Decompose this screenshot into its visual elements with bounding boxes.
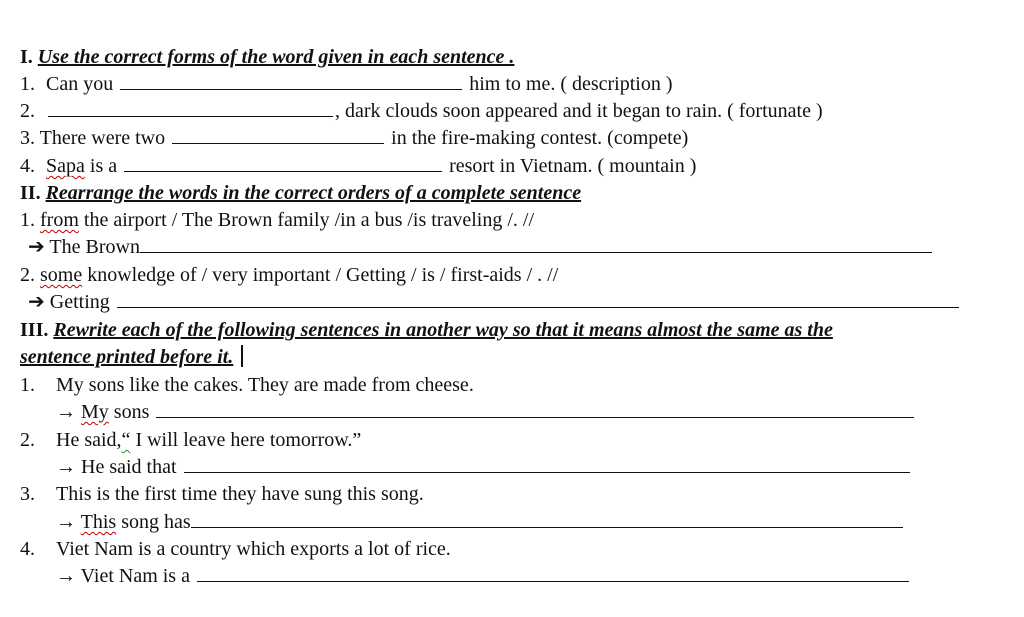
section-3-heading-cont (20, 344, 243, 370)
exercise-2-answer-1 (28, 234, 934, 260)
arrow-icon: → (56, 456, 76, 478)
grammar-mark: “ (121, 429, 131, 451)
exercise-3-item-2 (20, 427, 361, 453)
answer-start: song has (121, 511, 191, 533)
original-sentence: My sons like the cakes. They are made from cheese. (56, 374, 474, 396)
item-number: 1. (20, 209, 35, 231)
original-sentence-part: He said, (56, 429, 122, 451)
exercise-2-answer-2 (28, 289, 961, 315)
answer-blank[interactable] (140, 234, 932, 253)
arrow-icon: → (56, 565, 76, 587)
spellcheck-word: My (81, 401, 109, 423)
item-number: 3. (20, 127, 35, 149)
item-text-before: is a (89, 155, 118, 177)
arrow-icon: ➔ (28, 291, 45, 313)
answer-start: Getting (49, 291, 110, 313)
original-sentence-part: I will leave here tomorrow.” (135, 429, 362, 451)
item-number: 3. (20, 483, 35, 505)
exercise-2-item-1 (20, 207, 534, 233)
section-2-title: Rearrange the words in the correct orders of a complete sentence (45, 182, 582, 204)
item-text-before: Can you (46, 73, 114, 95)
item-number: 2. (20, 100, 35, 122)
scrambled-words: the airport / The Brown family /in a bus /is traveling /. // (83, 209, 534, 231)
item-number: 1. (20, 73, 35, 95)
exercise-3-item-4 (20, 536, 451, 562)
answer-blank[interactable] (172, 125, 384, 144)
answer-blank[interactable] (197, 563, 909, 582)
text-cursor (241, 345, 243, 367)
section-1-title: Use the correct forms of the word given in each sentence . (37, 46, 515, 68)
exercise-3-item-1 (20, 372, 474, 398)
section-2-numeral: II. (20, 182, 41, 204)
answer-start: He said that (81, 456, 177, 478)
exercise-3-answer-4 (56, 563, 911, 589)
section-3-title-line-1: Rewrite each of the following sentences in another way so that it means almost the same as the (53, 319, 833, 341)
item-number: 1. (20, 374, 35, 396)
answer-blank[interactable] (117, 289, 959, 308)
spellcheck-word: Sapa (46, 155, 85, 177)
answer-start: Viet Nam is a (80, 565, 190, 587)
item-text-after: in the fire-making contest. (compete) (391, 127, 689, 149)
item-number: 2. (20, 264, 35, 286)
exercise-1-item-3 (20, 125, 688, 151)
answer-blank[interactable] (124, 153, 442, 172)
item-text-after: , dark clouds soon appeared and it began to rain. ( fortunate ) (335, 100, 823, 122)
answer-blank[interactable] (48, 98, 333, 117)
answer-blank[interactable] (156, 399, 914, 418)
section-2-heading (20, 180, 581, 206)
spellcheck-word: This (80, 511, 117, 533)
answer-start: sons (113, 401, 150, 423)
exercise-2-item-2 (20, 262, 558, 288)
original-sentence: This is the first time they have sung this song. (56, 483, 424, 505)
section-1-numeral: I. (20, 46, 33, 68)
exercise-3-answer-1 (56, 399, 916, 425)
scrambled-words: knowledge of / very important / Getting / is / first-aids / . // (87, 264, 559, 286)
item-text-after: resort in Vietnam. ( mountain ) (449, 155, 697, 177)
arrow-icon: ➔ (28, 236, 45, 258)
spellcheck-word: some (40, 264, 83, 286)
exercise-1-item-1 (20, 71, 673, 97)
exercise-3-answer-2 (56, 454, 912, 480)
item-number: 4. (20, 538, 35, 560)
section-3-numeral: III. (20, 319, 49, 341)
exercise-3-item-3 (20, 481, 424, 507)
arrow-icon: → (56, 401, 76, 423)
spellcheck-word: from (40, 209, 79, 231)
answer-blank[interactable] (191, 509, 903, 528)
item-number: 2. (20, 429, 35, 451)
exercise-1-item-2 (20, 98, 823, 124)
item-number: 4. (20, 155, 35, 177)
answer-blank[interactable] (184, 454, 910, 473)
section-1-heading (20, 44, 514, 70)
answer-start: The Brown (49, 236, 140, 258)
answer-blank[interactable] (120, 71, 462, 90)
original-sentence: Viet Nam is a country which exports a lot of rice. (56, 538, 451, 560)
item-text-after: him to me. ( description ) (469, 73, 673, 95)
section-3-heading (20, 317, 833, 343)
item-text-before: There were two (39, 127, 166, 149)
section-3-title-line-2: sentence printed before it. (20, 346, 234, 368)
exercise-3-answer-3 (56, 509, 905, 535)
arrow-icon: → (56, 511, 76, 533)
exercise-1-item-4 (20, 153, 696, 179)
